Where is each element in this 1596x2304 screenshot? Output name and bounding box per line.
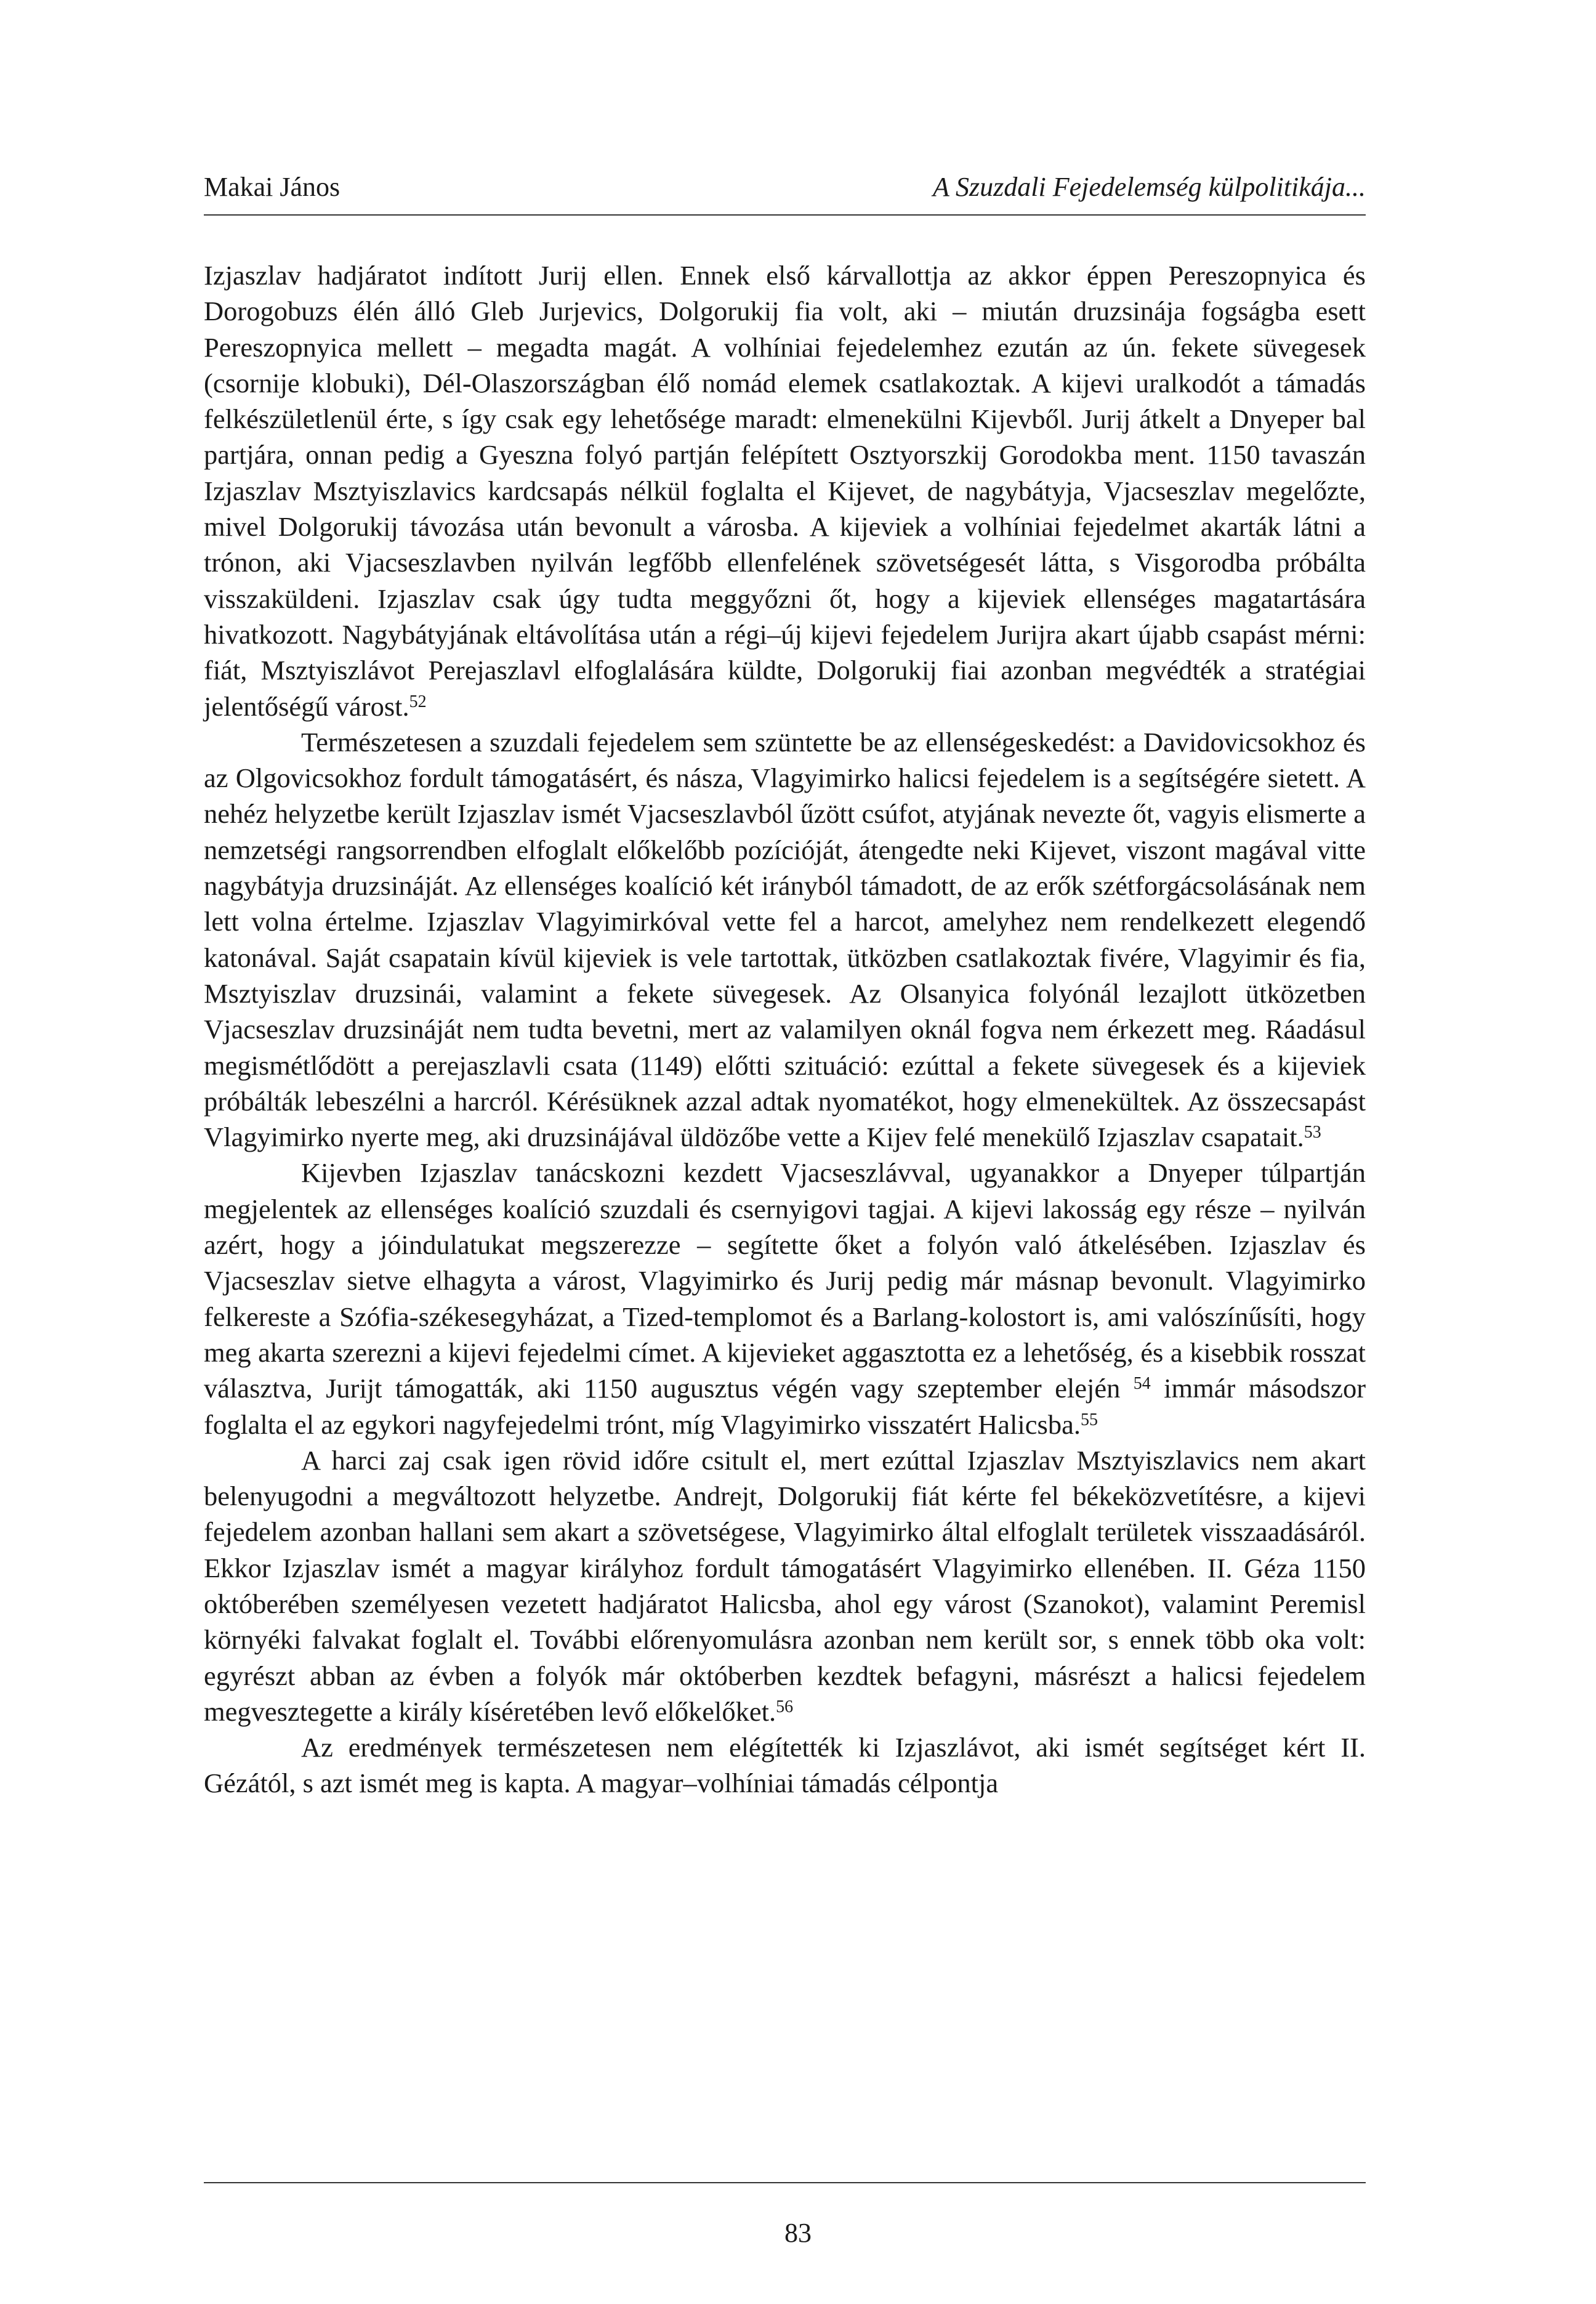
footnote-ref-55: 55 xyxy=(1080,1410,1098,1429)
paragraph-3 xyxy=(204,1155,1366,1442)
paragraph-text-continued: immár másodszor foglalta el az egykori nagyfejedelmi trónt, míg Vlagyimirko visszatért Halicsba. xyxy=(204,1373,1366,1440)
footnote-ref-53: 53 xyxy=(1304,1123,1321,1142)
footnote-ref-56: 56 xyxy=(776,1697,794,1716)
paragraph-text: A harci zaj csak igen rövid időre csitult el, mert ezúttal Izjaszlav Msztyiszlavics nem akart belenyugodni a megváltozott helyzetbe. Andrejt, Dolgorukij fiát kérte fel békeközvetítésre, a kijevi fejedelem azonban hallani sem akart a szövetségese, Vlagyimirko által elfoglalt területek visszaadásáról. Ekkor Izjaszlav ismét a magyar királyhoz fordult támogatásért Vlagyimirko ellenében. II. Géza 1150 októberében személyesen vezetett hadjáratot Halicsba, ahol egy várost (Szanokot), valamint Peremisl környéki falvakat foglalt el. További előrenyomulásra azonban nem került sor, s ennek több oka volt: egyrészt abban az évben a folyók már októberben kezdtek befagyni, másrészt a halicsi fejedelem megvesztegette a király kíséretében levő előkelőket. xyxy=(204,1444,1366,1727)
header-title: A Szuzdali Fejedelemség külpolitikája... xyxy=(932,172,1366,202)
footer-rule xyxy=(204,2182,1366,2183)
paragraph-2 xyxy=(204,724,1366,1155)
paragraph-text: Az eredmények természetesen nem elégítették ki Izjaszlávot, aki ismét segítséget kért II. Gézától, s azt ismét meg is kapta. A magyar–volhíniai támadás célpontja xyxy=(204,1732,1366,1799)
paragraph-text: Természetesen a szuzdali fejedelem sem szüntette be az ellenségeskedést: a Davidovicsokhoz és az Olgovicsokhoz fordult támogatásért, és násza, Vlagyimirko halicsi fejedelem is a segítségére sietett. A nehéz helyzetbe került Izjaszlav ismét Vjacseszlavból űzött csúfot, atyjának nevezte őt, vagyis elismerte a nemzetségi rangsorrendben elfoglalt előkelőbb pozícióját, átengedte neki Kijevet, viszont magával vitte nagybátyja druzsináját. Az ellenséges koalíció két irányból támadott, de az erők szétforgácsolásának nem lett volna értelme. Izjaszlav Vlagyimirkóval vette fel a harcot, amelyhez nem rendelkezett elegendő katonával. Saját csapatain kívül kijeviek is vele tartottak, ütközben csatlakoztak fivére, Vlagyimir és fia, Msztyiszlav druzsinái, valamint a fekete süvegesek. Az Olsanyica folyónál lezajlott ütközetben Vjacseszlav druzsináját nem tudta bevetni, mert az valamilyen oknál fogva nem érkezett meg. Ráadásul megismétlődött a perejaszlavli csata (1149) előtti szituáció: ezúttal a fekete süvegesek és a kijeviek próbálták lebeszélni a harcról. Kérésüknek azzal adtak nyomatékot, hogy elmenekültek. Az összecsapást Vlagyimirko nyerte meg, aki druzsinájával üldözőbe vette a Kijev felé menekülő Izjaszlav csapatait. xyxy=(204,726,1366,1153)
running-header xyxy=(204,171,1366,203)
footnote-ref-52: 52 xyxy=(409,692,427,711)
page-number: 83 xyxy=(784,2218,812,2248)
paragraph-text: Kijevben Izjaszlav tanácskozni kezdett Vjacseszlávval, ugyanakkor a Dnyeper túlpartján megjelentek az ellenséges koalíció szuzdali és csernyigovi tagjai. A kijevi lakosság egy része – nyilván azért, hogy a jóindulatukat megszerezze – segítette őket a folyón való átkelésében. Izjaszlav és Vjacseszlav sietve elhagyta a várost, Vlagyimirko és Jurij pedig már másnap bevonult. Vlagyimirko felkereste a Szófia-székesegyházat, a Tized-templomot és a Barlang-kolostort is, ami valószínűsíti, hogy meg akarta szerezni a kijevi fejedelmi címet. A kijevieket aggasztotta ez a lehetőség, és a kisebbik rosszat választva, Jurijt támogatták, aki 1150 augusztus végén vagy szeptember elején xyxy=(204,1157,1366,1404)
paragraph-5 xyxy=(204,1729,1366,1801)
header-author: Makai János xyxy=(204,172,341,202)
body-text xyxy=(204,257,1366,1801)
footnote-ref-54: 54 xyxy=(1133,1374,1151,1394)
paragraph-1 xyxy=(204,257,1366,724)
paragraph-4 xyxy=(204,1442,1366,1729)
paragraph-text: Izjaszlav hadjáratot indított Jurij ellen. Ennek első kárvallottja az akkor éppen Pereszopnyica és Dorogobuzs élén álló Gleb Jurjevics, Dolgorukij fia volt, aki – miután druzsinája fogságba esett Pereszopnyica mellett – megadta magát. A volhíniai fejedelemhez ezután az ún. fekete süvegesek (csornije klobuki), Dél-Olaszországban élő nomád elemek csatlakoztak. A kijevi uralkodót a támadás felkészületlenül érte, s így csak egy lehetősége maradt: elmenekülni Kijevből. Jurij átkelt a Dnyeper bal partjára, onnan pedig a Gyeszna folyó partján felépített Osztyorszkij Gorodokba ment. 1150 tavaszán Izjaszlav Msztyiszlavics kardcsapás nélkül foglalta el Kijevet, de nagybátyja, Vjacseszlav megelőzte, mivel Dolgorukij távozása után bevonult a városba. A kijeviek a volhíniai fejedelmet akarták látni a trónon, aki Vjacseszlavben nyilván legfőbb ellenfelének szövetségesét látta, s Visgorodba próbálta visszaküldeni. Izjaszlav csak úgy tudta meggyőzni őt, hogy a kijeviek ellenséges magatartására hivatkozott. Nagybátyjának eltávolítása után a régi–új kijevi fejedelem Jurijra akart újabb csapást mérni: fiát, Msztyiszlávot Perejaszlavl elfoglalására küldte, Dolgorukij fiai azonban megvédték a stratégiai jelentőségű várost. xyxy=(204,260,1366,722)
header-rule xyxy=(204,214,1366,216)
